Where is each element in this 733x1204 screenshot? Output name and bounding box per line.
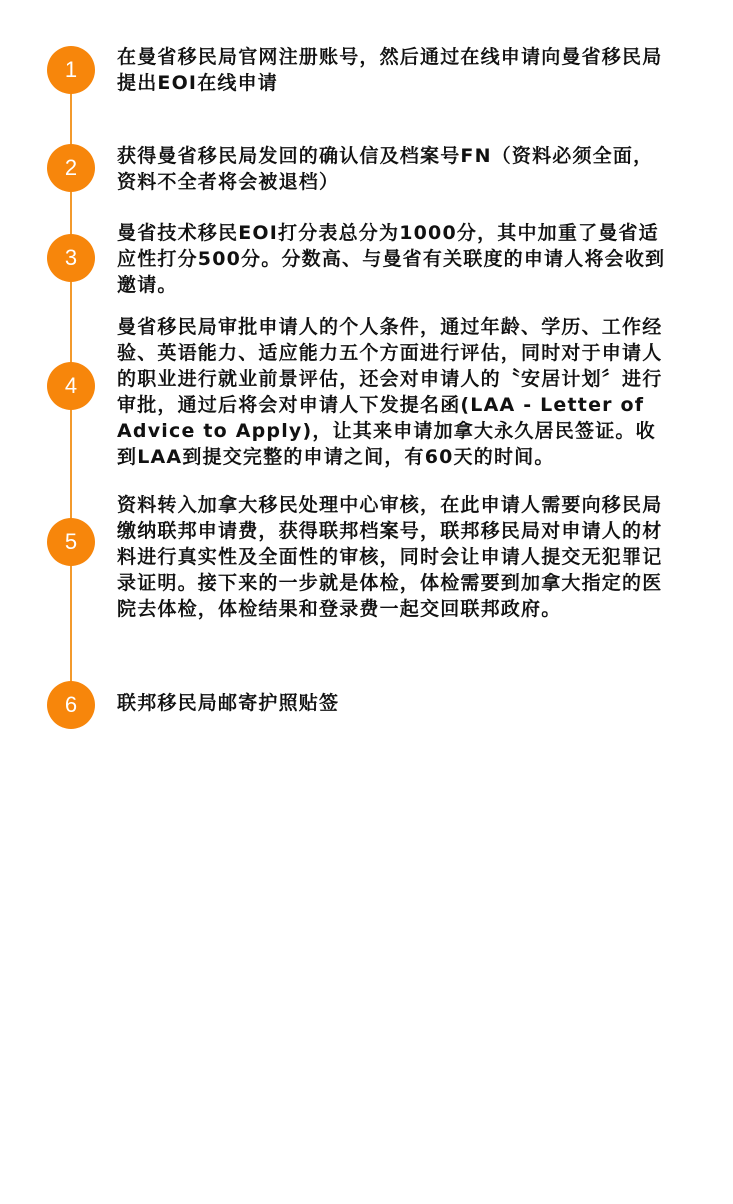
step-1-number-badge: 1	[47, 46, 95, 94]
step-4-text: 曼省移民局审批申请人的个人条件，通过年龄、学历、工作经验、英语能力、适应能力五个方面进行评估，同时对于申请人的职业进行就业前景评估，还会对申请人的〝安居计划〞进行审批，通过后将会对申请人下发提名函(LAA - Letter of Advice to Apply)，让其来申请加拿大永久居民签证。收到LAA到提交完整的申请之间，有60天的时间。	[117, 316, 663, 468]
step-3-text: 曼省技术移民EOI打分表总分为1000分，其中加重了曼省适应性打分500分。分数高、与曼省有关联度的申请人将会收到邀请。	[117, 222, 666, 296]
step-2-text: 获得曼省移民局发回的确认信及档案号FN（资料必须全面，资料不全者将会被退档）	[117, 145, 654, 193]
step-4-number-badge: 4	[47, 362, 95, 410]
step-3-number-badge: 3	[47, 234, 95, 282]
step-1-text: 在曼省移民局官网注册账号，然后通过在线申请向曼省移民局提出EOI在线申请	[117, 46, 663, 94]
step-2-number-badge: 2	[47, 144, 95, 192]
step-5-number-badge: 5	[47, 518, 95, 566]
step-6-text: 联邦移民局邮寄护照贴签	[117, 692, 340, 714]
step-5-text: 资料转入加拿大移民处理中心审核，在此申请人需要向移民局缴纳联邦申请费，获得联邦档案号，联邦移民局对申请人的材料进行真实性及全面性的审核，同时会让申请人提交无犯罪记录证明。接下来的一步就是体检，体检需要到加拿大指定的医院去体检，体检结果和登录费一起交回联邦政府。	[117, 494, 663, 620]
step-6-number-badge: 6	[47, 681, 95, 729]
